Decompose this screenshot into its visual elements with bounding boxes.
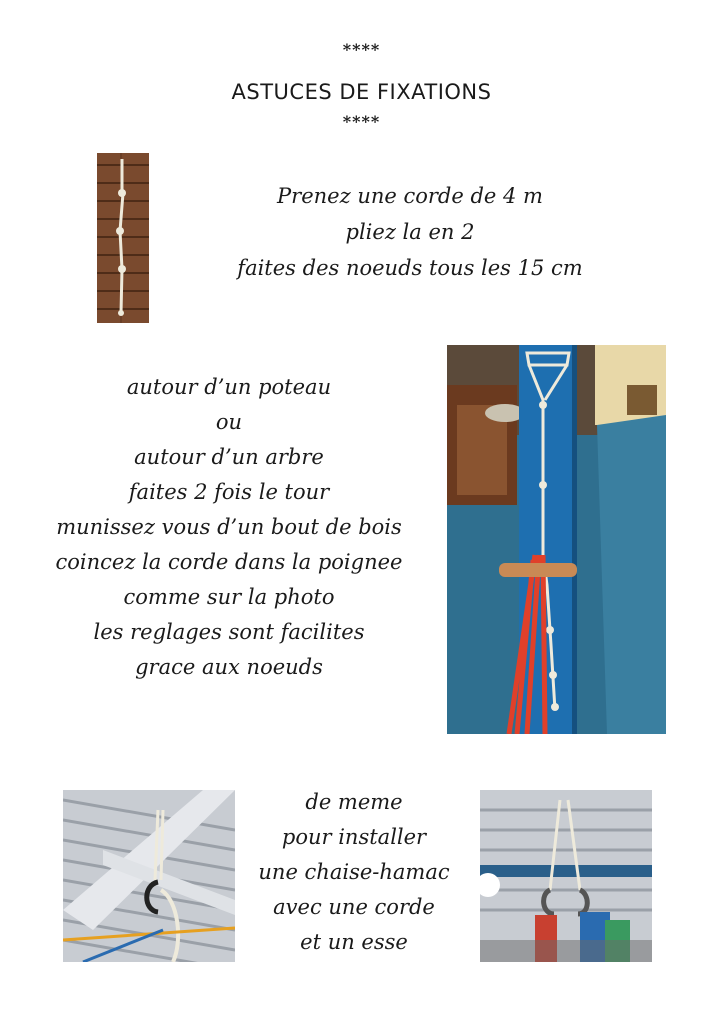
instruction-line: ou [215, 410, 243, 434]
instruction-line: Prenez une corde de 4 m [277, 184, 543, 208]
instruction-line: munissez vous d’un bout de bois [56, 515, 402, 539]
instruction-line: faites des noeuds tous les 15 cm [237, 256, 583, 280]
stars-bottom: **** [342, 112, 381, 131]
instruction-line: pliez la en 2 [345, 220, 475, 244]
instruction-line: autour d’un arbre [134, 445, 324, 469]
stars-top: **** [342, 40, 381, 59]
instruction-line: de meme [305, 790, 403, 814]
page-title: ASTUCES DE FIXATIONS [231, 80, 492, 104]
instruction-line: grace aux noeuds [135, 655, 323, 679]
instruction-line: faites 2 fois le tour [128, 480, 330, 504]
instruction-line: autour d’un poteau [126, 375, 332, 399]
instruction-line: coincez la corde dans la poignee [55, 550, 403, 574]
instruction-line: avec une corde [273, 895, 435, 919]
instruction-line: et un esse [300, 930, 408, 954]
instruction-line: comme sur la photo [123, 585, 335, 609]
instructions-post [14, 370, 444, 685]
instruction-line: une chaise-hamac [258, 860, 450, 884]
instruction-line: les reglages sont facilites [93, 620, 365, 644]
knotted-rope-photo [97, 153, 149, 323]
instructions-rope [205, 178, 615, 286]
post-hammock-photo [447, 345, 666, 734]
ceiling-hook-photo-right [480, 790, 652, 962]
instruction-line: pour installer [281, 825, 427, 849]
ceiling-hook-photo-left [63, 790, 235, 962]
instructions-hammock-chair [235, 785, 473, 960]
